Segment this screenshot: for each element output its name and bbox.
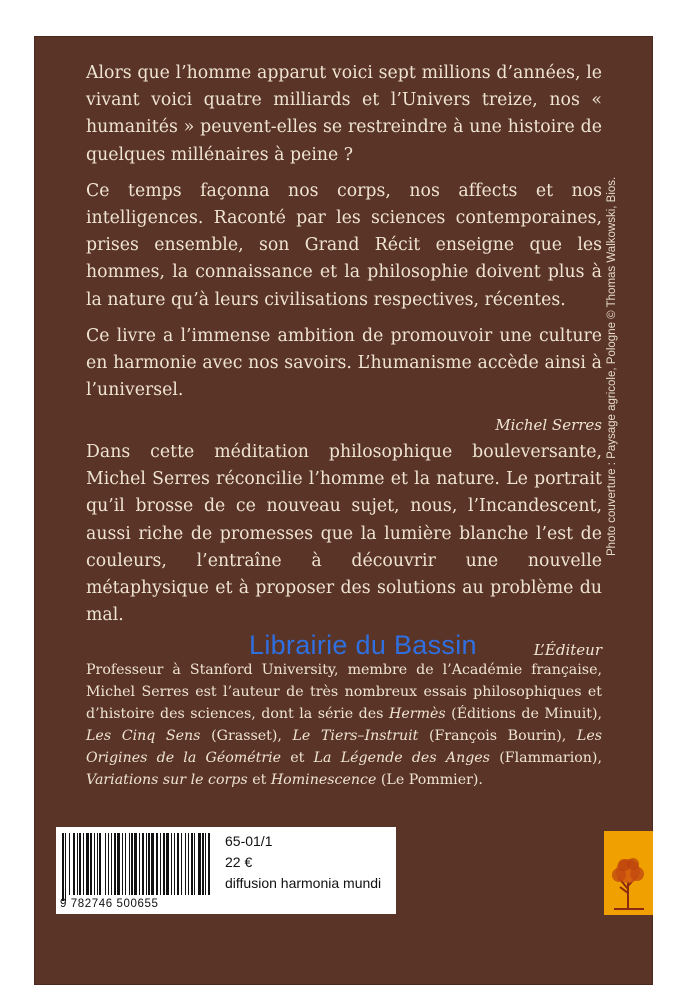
barcode-bar xyxy=(77,833,78,895)
blurb-paragraph-2: Ce temps façonna nos corps, nos affects et nos intelligences. Raconté par les sciences contemporaines, prises ensemble, son Grand Récit enseigne que les hommes, la connaissance et la philosophie doivent plus à la nature qu’à leurs civilisations respectives, récentes. xyxy=(86,180,602,310)
barcode-info xyxy=(225,831,381,894)
bookshop-watermark: Librairie du Bassin xyxy=(249,630,477,660)
barcode-bar xyxy=(198,833,201,895)
barcode-bar xyxy=(117,833,120,895)
barcode-bar xyxy=(65,833,66,901)
barcode-bar xyxy=(94,833,95,895)
barcode-bar xyxy=(83,833,84,895)
publisher-logo xyxy=(604,831,653,915)
barcode-bar xyxy=(208,833,210,895)
bio-text: Professeur à Stanford University, membre de l’Académie française, Michel Serres est l’auteur de très nombreux essais philosophiques et d’histoire des sciences, dont la série des xyxy=(86,662,602,722)
bio-text: (Grasset), xyxy=(200,728,293,744)
barcode-bar xyxy=(202,833,204,895)
blurb-signature: Michel Serres xyxy=(495,416,602,435)
barcode-bar xyxy=(108,833,109,895)
barcode-label xyxy=(56,827,396,914)
author-bio xyxy=(86,659,602,791)
barcode-bar xyxy=(62,833,64,901)
barcode-bar xyxy=(125,833,126,895)
editor-note-section xyxy=(86,439,602,662)
distributor: diffusion harmonia mundi xyxy=(225,875,382,891)
isbn-digits: 9 782746 500655 xyxy=(60,898,159,910)
tree-logo-icon xyxy=(604,831,653,915)
price: 22 € xyxy=(225,854,253,870)
bio-title: Hermès xyxy=(388,706,446,722)
barcode-bar xyxy=(181,833,182,895)
blurb-paragraph-1: Alors que l’homme apparut voici sept millions d’années, le vivant voici quatre milliards et l’Univers treize, nos « humanités » peuvent-elles se restreindre à une histoire de quelques millénaires à peine ? xyxy=(86,63,602,165)
barcode-bar xyxy=(205,833,206,895)
bio-text: (Éditions de Minuit), xyxy=(445,706,603,722)
barcode-bar xyxy=(160,833,161,895)
barcode-bar xyxy=(188,833,189,895)
bio-title: Le Tiers–Instruit xyxy=(292,728,419,744)
barcode-bar xyxy=(194,833,195,895)
barcode-bar xyxy=(129,833,130,895)
barcode-bar xyxy=(151,833,154,895)
barcode-bar xyxy=(163,833,165,895)
barcode-bar xyxy=(134,833,137,895)
barcode-bar xyxy=(156,833,158,895)
barcode-bar xyxy=(79,833,81,895)
bio-title: La Légende des Anges xyxy=(313,750,490,766)
editor-signature: L’Éditeur xyxy=(533,641,602,660)
barcode-bar xyxy=(177,833,179,895)
bio-title: Les Cinq Sens xyxy=(86,728,201,744)
barcode-bar xyxy=(166,833,169,895)
barcode-bar xyxy=(174,833,175,895)
barcode-bar xyxy=(86,833,89,895)
barcode-bar xyxy=(142,833,144,895)
barcode-bar xyxy=(90,833,92,895)
barcode-icon xyxy=(62,833,215,895)
bio-title: Les Origines de la Géométrie xyxy=(86,728,603,766)
bio-text: (Flammarion), xyxy=(489,750,602,766)
product-code: 65-01/1 xyxy=(225,833,273,849)
bio-text: (François Bourin), xyxy=(418,728,577,744)
blurb-paragraph-3: Ce livre a l’immense ambition de promouvoir une culture en harmonie avec nos savoirs. L’humanisme accède ainsi à l’universel. xyxy=(86,325,602,401)
barcode-bar xyxy=(122,833,123,895)
barcode-bar xyxy=(69,833,70,895)
barcode-bar xyxy=(191,833,193,895)
barcode-bar xyxy=(146,833,147,895)
bio-text: et xyxy=(281,750,314,766)
barcode-bar xyxy=(111,833,112,895)
bio-title: Hominescence xyxy=(270,772,377,788)
back-cover: Alors que l’homme apparut voici sept millions d’années, le vivant voici quatre milliards et l’Univers treize, nos « humanités » peuvent-elles se restreindre à une histoire de quelques millénaires à peine ? Ce temps façonna nos corps, nos affects et nos intelligences. Raconté par les sciences contemporaines, prises ensemble, son Grand Récit enseigne que les hommes, la connaissance et la philosophie doivent plus à la nature qu’à leurs civilisations respectives, récentes. Ce livre a l’immense ambition de promouvoir une culture en harmonie avec nos savoirs. L’humanisme accède ainsi à l’universel. Michel Serres Dans cette méditation philosophique bouleversante, Michel Serres réconcilie l’homme et la nature. Le portrait qu’il brosse de ce nouveau sujet, nous, l’Incandescent, aussi riche de promesses que la lumière blanche l’est de couleurs, l’entraîne à découvrir une nouvelle métaphysique et à proposer des solutions au problème du mal. L’Éditeur Professeur à Stanford University, membre de l’Académie française, Michel Serres est l’auteur de très nombreux essais philosophiques et d’histoire des sciences, dont la série des Hermès (Éditions de Minuit), Les Cinq Sens (Grasset), Le Tiers–Instruit (François Bourin), Les Origines de la Géométrie et La Légende des Anges (Flammarion), Variations sur le corps et Hominescence (Le Pommier). Librairie du Bassin Photo couverture : Paysage agricole, Pologne © Thomas Walkowski, Bios. 9 782746 500655 65-01/1 22 € diffusion harmonia mundi xyxy=(34,36,653,985)
barcode-bar xyxy=(114,833,116,895)
barcode-bar xyxy=(99,833,101,895)
barcode-bar xyxy=(148,833,150,895)
bio-title: Variations sur le corps xyxy=(86,772,248,788)
barcode-bar xyxy=(185,833,186,895)
blurb-section xyxy=(86,60,602,437)
barcode-bar xyxy=(139,833,140,895)
barcode-bar xyxy=(171,833,172,895)
bio-text: et xyxy=(247,772,271,788)
bio-text: (Le Pommier). xyxy=(376,772,483,788)
barcode-bar xyxy=(131,833,133,895)
barcode-bar xyxy=(105,833,106,895)
barcode-bar xyxy=(97,833,98,895)
barcode-bar xyxy=(73,833,75,895)
editor-note-paragraph: Dans cette méditation philosophique bouleversante, Michel Serres réconcilie l’homme et la nature. Le portrait qu’il brosse de ce nouveau sujet, nous, l’Incandescent, aussi riche de promesses que la lumière blanche l’est de couleurs, l’entraîne à découvrir une nouvelle métaphysique et à proposer des solutions au problème du mal. xyxy=(86,442,602,626)
